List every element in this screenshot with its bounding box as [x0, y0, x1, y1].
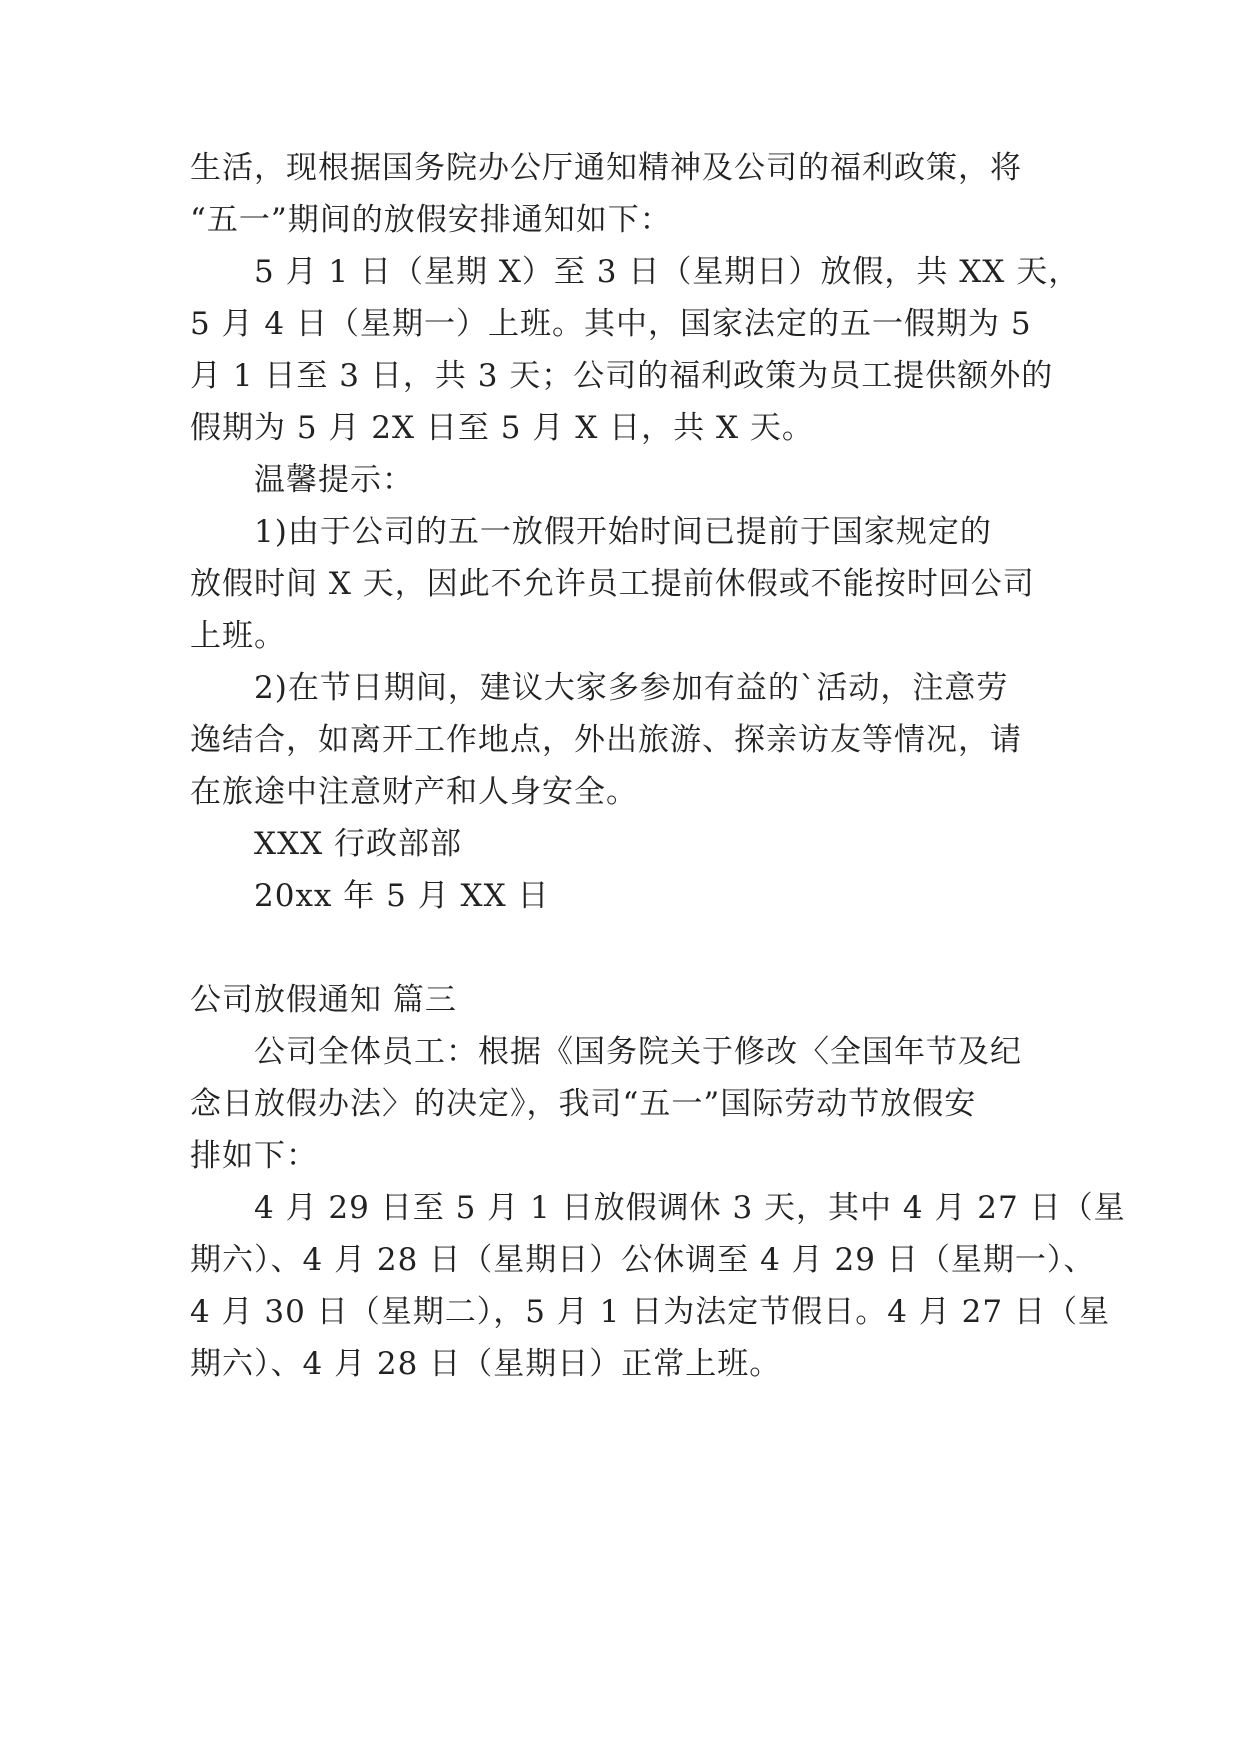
paragraph-line: 上班。: [190, 618, 286, 654]
signature-department: XXX 行政部部: [254, 826, 463, 862]
paragraph-line: 念日放假办法〉的决定》，我司“五一”国际劳动节放假安: [190, 1086, 977, 1122]
paragraph-line: 1)由于公司的五一放假开始时间已提前于国家规定的: [254, 514, 992, 550]
paragraph-line: 4 月 30 日（星期二），5 月 1 日为法定节假日。4 月 27 日（星: [190, 1294, 1110, 1330]
paragraph-line: 4 月 29 日至 5 月 1 日放假调休 3 天，其中 4 月 27 日（星: [254, 1190, 1126, 1226]
paragraph-line: 放假时间 X 天，因此不允许员工提前休假或不能按时回公司: [190, 566, 1035, 602]
paragraph-line: 期六）、4 月 28 日（星期日）正常上班。: [190, 1346, 782, 1382]
paragraph-line: 排如下：: [190, 1138, 318, 1174]
paragraph-line: 公司全体员工：根据《国务院关于修改〈全国年节及纪: [254, 1034, 1022, 1070]
paragraph-line: 期六）、4 月 28 日（星期日）公休调至 4 月 29 日（星期一）、: [190, 1242, 1096, 1278]
paragraph-line: 月 1 日至 3 日，共 3 天；公司的福利政策为员工提供额外的: [190, 358, 1054, 394]
paragraph-line: 假期为 5 月 2X 日至 5 月 X 日，共 X 天。: [190, 410, 814, 446]
section-title: 公司放假通知 篇三: [190, 982, 457, 1018]
signature-date: 20xx 年 5 月 XX 日: [254, 878, 550, 914]
paragraph-line: 2)在节日期间，建议大家多参加有益的`活动，注意劳: [254, 670, 1009, 706]
paragraph-line: 逸结合，如离开工作地点，外出旅游、探亲访友等情况，请: [190, 722, 1022, 758]
paragraph-line: 5 月 4 日（星期一）上班。其中，国家法定的五一假期为 5: [190, 306, 1032, 342]
paragraph-line: 生活，现根据国务院办公厅通知精神及公司的福利政策，将: [190, 150, 1022, 186]
paragraph-line: “五一”期间的放假安排通知如下：: [190, 202, 672, 238]
paragraph-line: 在旅途中注意财产和人身安全。: [190, 774, 638, 810]
paragraph-line: 5 月 1 日（星期 X）至 3 日（星期日）放假，共 XX 天，: [254, 254, 1081, 290]
tips-heading: 温馨提示：: [254, 462, 414, 498]
